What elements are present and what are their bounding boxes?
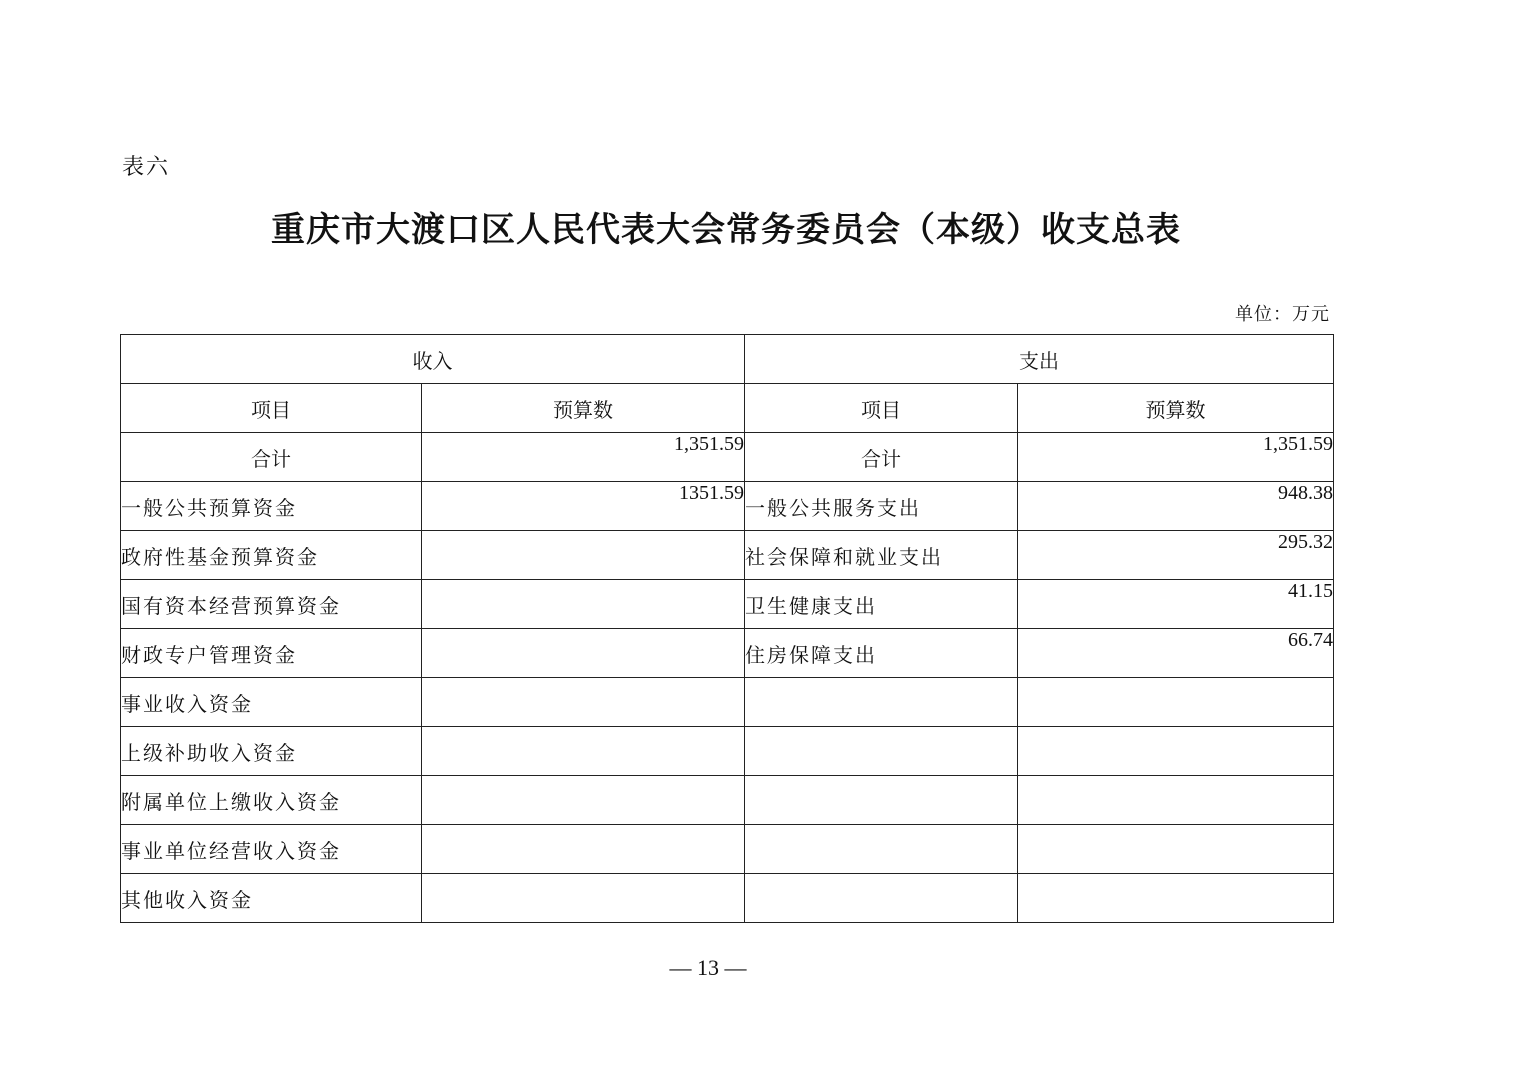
expense-item: 一般公共服务支出 (745, 482, 1018, 531)
income-value (422, 531, 745, 580)
expense-value: 295.32 (1018, 531, 1334, 580)
expense-item: 住房保障支出 (745, 629, 1018, 678)
table-row (121, 629, 1334, 678)
expense-item (745, 727, 1018, 776)
table-row (121, 678, 1334, 727)
table-row (121, 727, 1334, 776)
section-header-row (121, 335, 1334, 384)
expense-total-label: 合计 (745, 433, 1018, 482)
income-value (422, 825, 745, 874)
table-row (121, 531, 1334, 580)
expense-budget-column-header: 预算数 (1018, 384, 1334, 433)
expense-value (1018, 727, 1334, 776)
expense-value (1018, 874, 1334, 923)
income-value (422, 580, 745, 629)
income-value: 1351.59 (422, 482, 745, 531)
income-item-column-header: 项目 (121, 384, 422, 433)
income-value (422, 727, 745, 776)
expense-value (1018, 825, 1334, 874)
income-item: 事业单位经营收入资金 (121, 825, 422, 874)
page-number: — 13 — (669, 955, 747, 980)
unit-label: 单位：万元 (1235, 304, 1330, 325)
expense-value (1018, 776, 1334, 825)
expense-item (745, 874, 1018, 923)
expense-header: 支出 (745, 335, 1334, 384)
income-value (422, 629, 745, 678)
income-item: 事业收入资金 (121, 678, 422, 727)
income-item: 政府性基金预算资金 (121, 531, 422, 580)
income-value (422, 776, 745, 825)
expense-item: 卫生健康支出 (745, 580, 1018, 629)
income-total-label: 合计 (121, 433, 422, 482)
column-header-row (121, 384, 1334, 433)
income-item: 一般公共预算资金 (121, 482, 422, 531)
expense-item: 社会保障和就业支出 (745, 531, 1018, 580)
document-title: 重庆市大渡口区人民代表大会常务委员会（本级）收支总表 (271, 210, 1181, 250)
income-value (422, 678, 745, 727)
expense-item (745, 825, 1018, 874)
table-row (121, 482, 1334, 531)
income-budget-column-header: 预算数 (422, 384, 745, 433)
table-row (121, 874, 1334, 923)
table-label: 表六 (122, 155, 171, 180)
expense-value: 66.74 (1018, 629, 1334, 678)
expense-value: 41.15 (1018, 580, 1334, 629)
income-item: 财政专户管理资金 (121, 629, 422, 678)
expense-value: 948.38 (1018, 482, 1334, 531)
income-value (422, 874, 745, 923)
expense-item (745, 776, 1018, 825)
expense-value (1018, 678, 1334, 727)
expense-item (745, 678, 1018, 727)
table-row (121, 776, 1334, 825)
income-item: 上级补助收入资金 (121, 727, 422, 776)
total-row (121, 433, 1334, 482)
expense-item-column-header: 项目 (745, 384, 1018, 433)
budget-summary-table (120, 334, 1334, 923)
income-item: 国有资本经营预算资金 (121, 580, 422, 629)
income-item: 其他收入资金 (121, 874, 422, 923)
income-total-value: 1,351.59 (422, 433, 745, 482)
income-item: 附属单位上缴收入资金 (121, 776, 422, 825)
expense-total-value: 1,351.59 (1018, 433, 1334, 482)
table-row (121, 580, 1334, 629)
table-row (121, 825, 1334, 874)
income-header: 收入 (121, 335, 745, 384)
